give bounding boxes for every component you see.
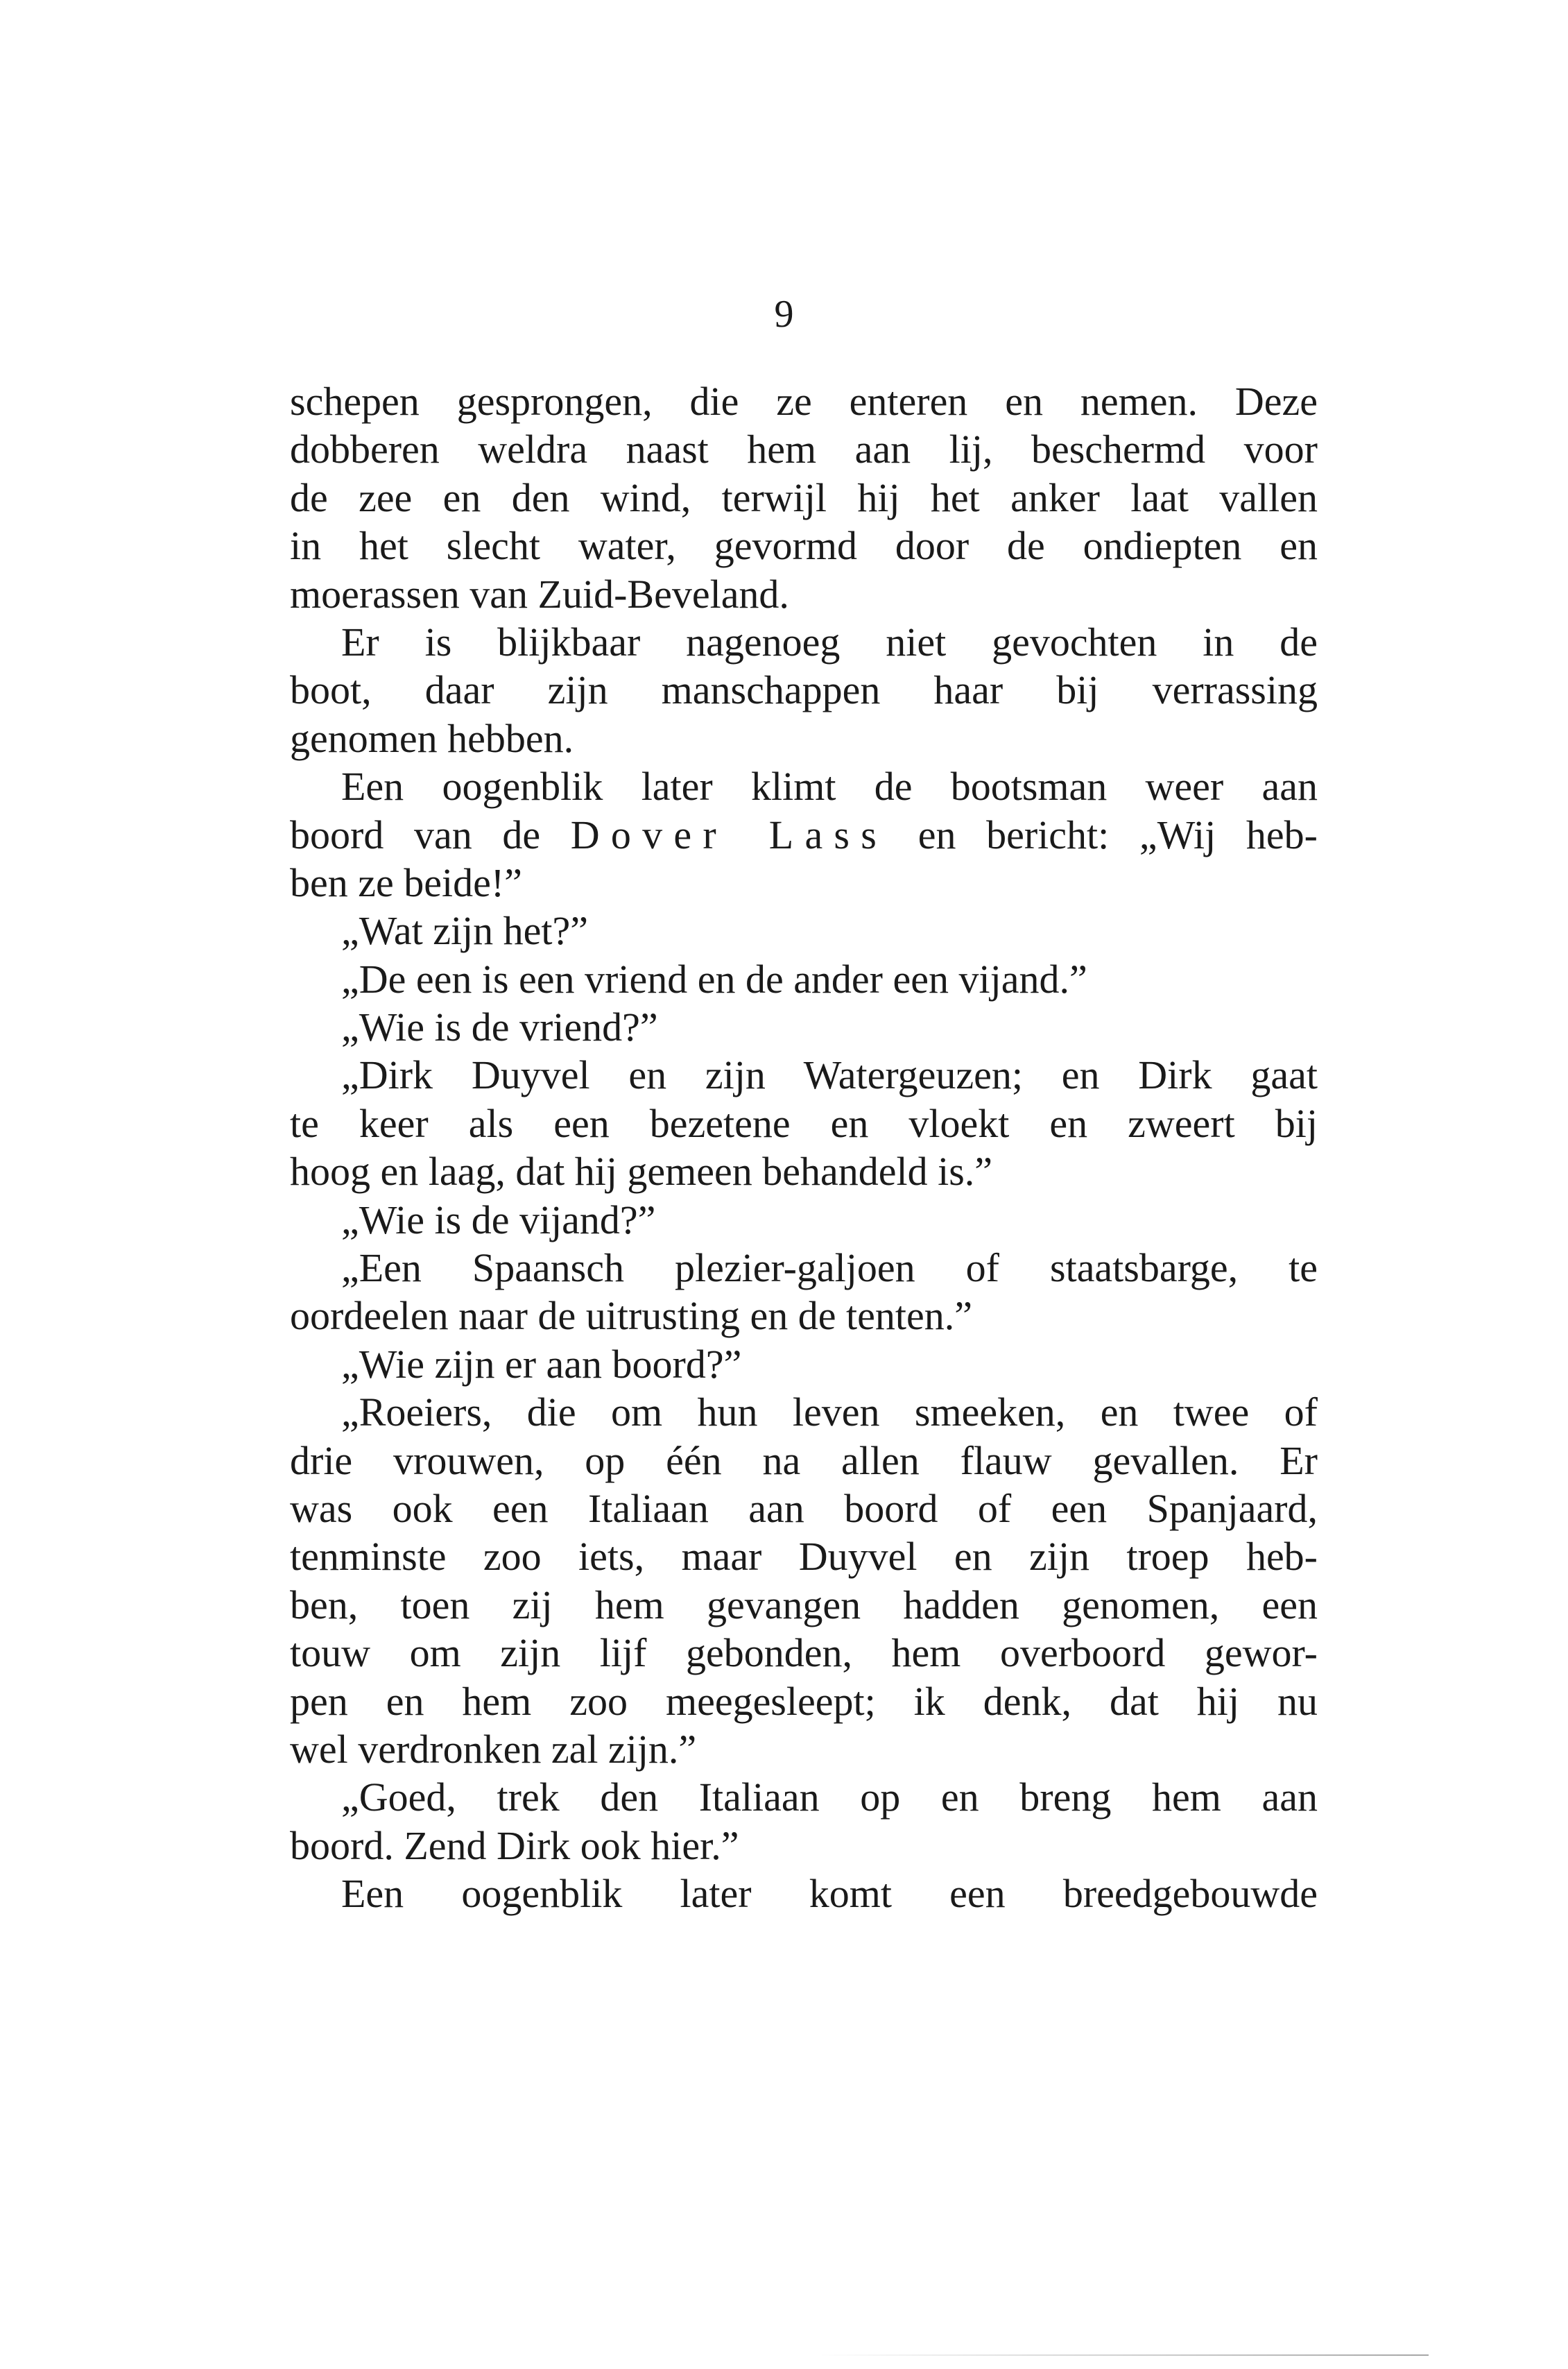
text-segment: boord van de <box>290 812 571 857</box>
text-line: „Wat zijn het?” <box>341 908 589 954</box>
text-line: hoog en laag, dat hij gemeen behandeld is.” <box>290 1149 993 1195</box>
text-line: wel verdronken zal zijn.” <box>290 1726 697 1772</box>
text-line: Een oogenblik later komt een breedgebouwde <box>341 1871 1318 1917</box>
text-line: „Roeiers, die om hun leven smeeken, en twee of <box>341 1389 1318 1435</box>
text-line: ben, toen zij hem gevangen hadden genomen, een <box>290 1582 1318 1627</box>
text-line: touw om zijn lijf gebonden, hem overboord gewor- <box>290 1630 1318 1676</box>
text-line: „Wie is de vriend?” <box>341 1004 658 1050</box>
text-line: tenminste zoo iets, maar Duyvel en zijn troep heb- <box>290 1534 1318 1580</box>
text-line: Er is blijkbaar nagenoeg niet gevochten in de <box>341 619 1318 665</box>
text-line: moerassen van Zuid-Beveland. <box>290 571 789 617</box>
text-line: „Goed, trek den Italiaan op en breng hem aan <box>341 1774 1318 1820</box>
text-line: „Dirk Duyvel en zijn Watergeuzen; en Dirk gaat <box>341 1052 1318 1098</box>
text-line: in het slecht water, gevormd door de ondiepten en <box>290 523 1318 569</box>
text-line: was ook een Italiaan aan boord of een Spanjaard, <box>290 1485 1318 1531</box>
text-line: genomen hebben. <box>290 715 574 761</box>
text-line: dobberen weldra naast hem aan lij, beschermd voor <box>290 427 1318 472</box>
text-line: boord. Zend Dirk ook hier.” <box>290 1822 739 1868</box>
text-line: te keer als een bezetene en vloekt en zweert bij <box>290 1100 1318 1146</box>
text-line: ben ze beide!” <box>290 859 522 905</box>
text-line: „Wie zijn er aan boord?” <box>341 1341 742 1387</box>
text-line: „Een Spaansch plezier-galjoen of staatsbarge, te <box>341 1245 1318 1291</box>
text-line: „De een is een vriend en de ander een vijand.” <box>341 956 1087 1002</box>
text-line: oordeelen naar de uitrusting en de tenten.” <box>290 1293 972 1339</box>
text-line: pen en hem zoo meegesleept; ik denk, dat hij nu <box>290 1678 1318 1724</box>
text-line: drie vrouwen, op één na allen flauw gevallen. Er <box>290 1437 1318 1483</box>
text-line: „Wie is de vijand?” <box>341 1197 656 1242</box>
text-segment: en bericht: „Wij heb- <box>888 812 1318 857</box>
text-line: boot, daar zijn manschappen haar bij verrassing <box>290 667 1318 713</box>
body-text <box>290 377 1318 1918</box>
text-line: de zee en den wind, terwijl hij het anker laat vallen <box>290 474 1318 520</box>
text-line <box>290 811 1318 859</box>
text-line: Een oogenblik later klimt de bootsman weer aan <box>341 764 1318 810</box>
page-number: 9 <box>774 293 794 336</box>
scan-edge-line <box>818 2354 1429 2356</box>
text-line: schepen gesprongen, die ze enteren en nemen. Deze <box>290 379 1318 424</box>
ship-name: Dover Lass <box>570 812 888 857</box>
